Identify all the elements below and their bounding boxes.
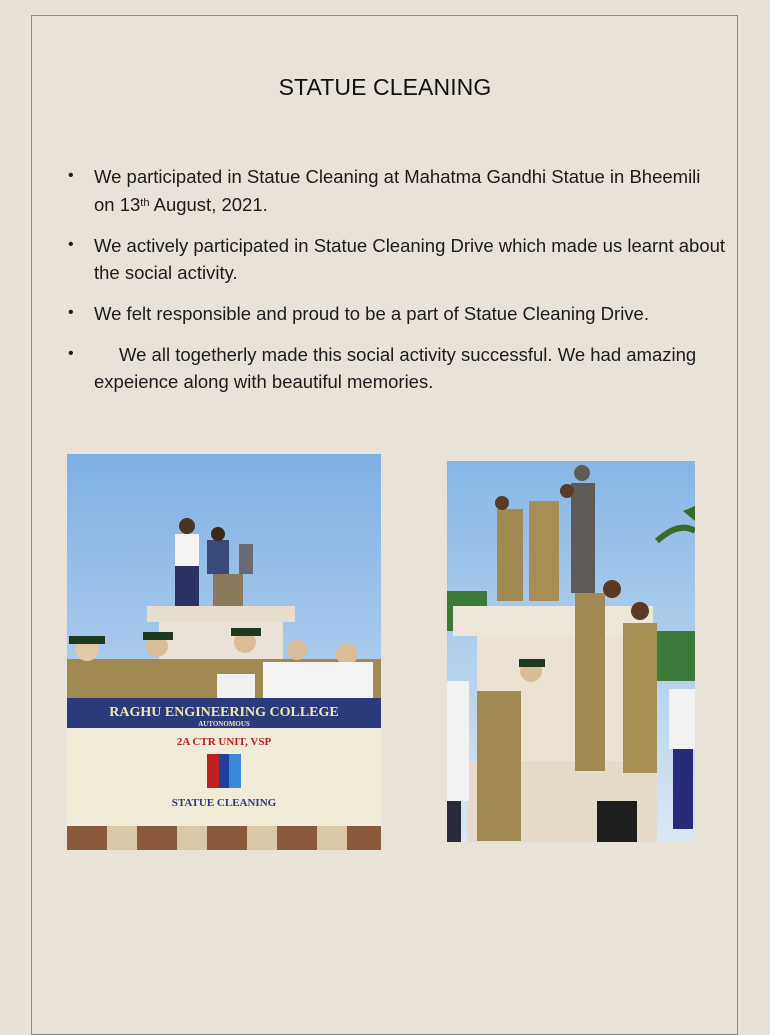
bullet-text: August, 2021. xyxy=(149,194,268,215)
bullet-icon: • xyxy=(68,167,74,184)
bullet-text: We felt responsible and proud to be a part of Statue Cleaning Drive. xyxy=(94,303,649,324)
bullet-item xyxy=(66,232,726,286)
bullet-icon: • xyxy=(68,236,74,253)
bullet-icon: • xyxy=(68,304,74,321)
bullet-item xyxy=(66,300,726,327)
banner-status: AUTONOMOUS xyxy=(198,720,250,728)
banner-college-name: RAGHU ENGINEERING COLLEGE xyxy=(109,705,339,720)
bullet-list xyxy=(66,163,726,409)
bullet-item xyxy=(66,341,726,395)
ordinal-suffix: th xyxy=(140,197,150,209)
banner-caption: STATUE CLEANING xyxy=(171,797,277,809)
bullet-text: We participated in Statue Cleaning at Mahatma Gandhi Statue in Bheemili on 13 xyxy=(94,166,701,215)
bullet-text: We actively participated in Statue Cleaning Drive which made us learnt about the social activity. xyxy=(94,235,726,283)
bullet-icon: • xyxy=(68,345,74,362)
group-photo xyxy=(67,454,381,850)
bullet-item xyxy=(66,163,726,218)
banner-unit: 2A CTR UNIT, VSP xyxy=(176,736,272,748)
cleaning-photo xyxy=(447,461,695,842)
bullet-text: We all togetherly made this social activity successful. We had amazing expeience along with beautiful memories. xyxy=(94,344,697,392)
page-title: STATUE CLEANING xyxy=(278,74,492,100)
